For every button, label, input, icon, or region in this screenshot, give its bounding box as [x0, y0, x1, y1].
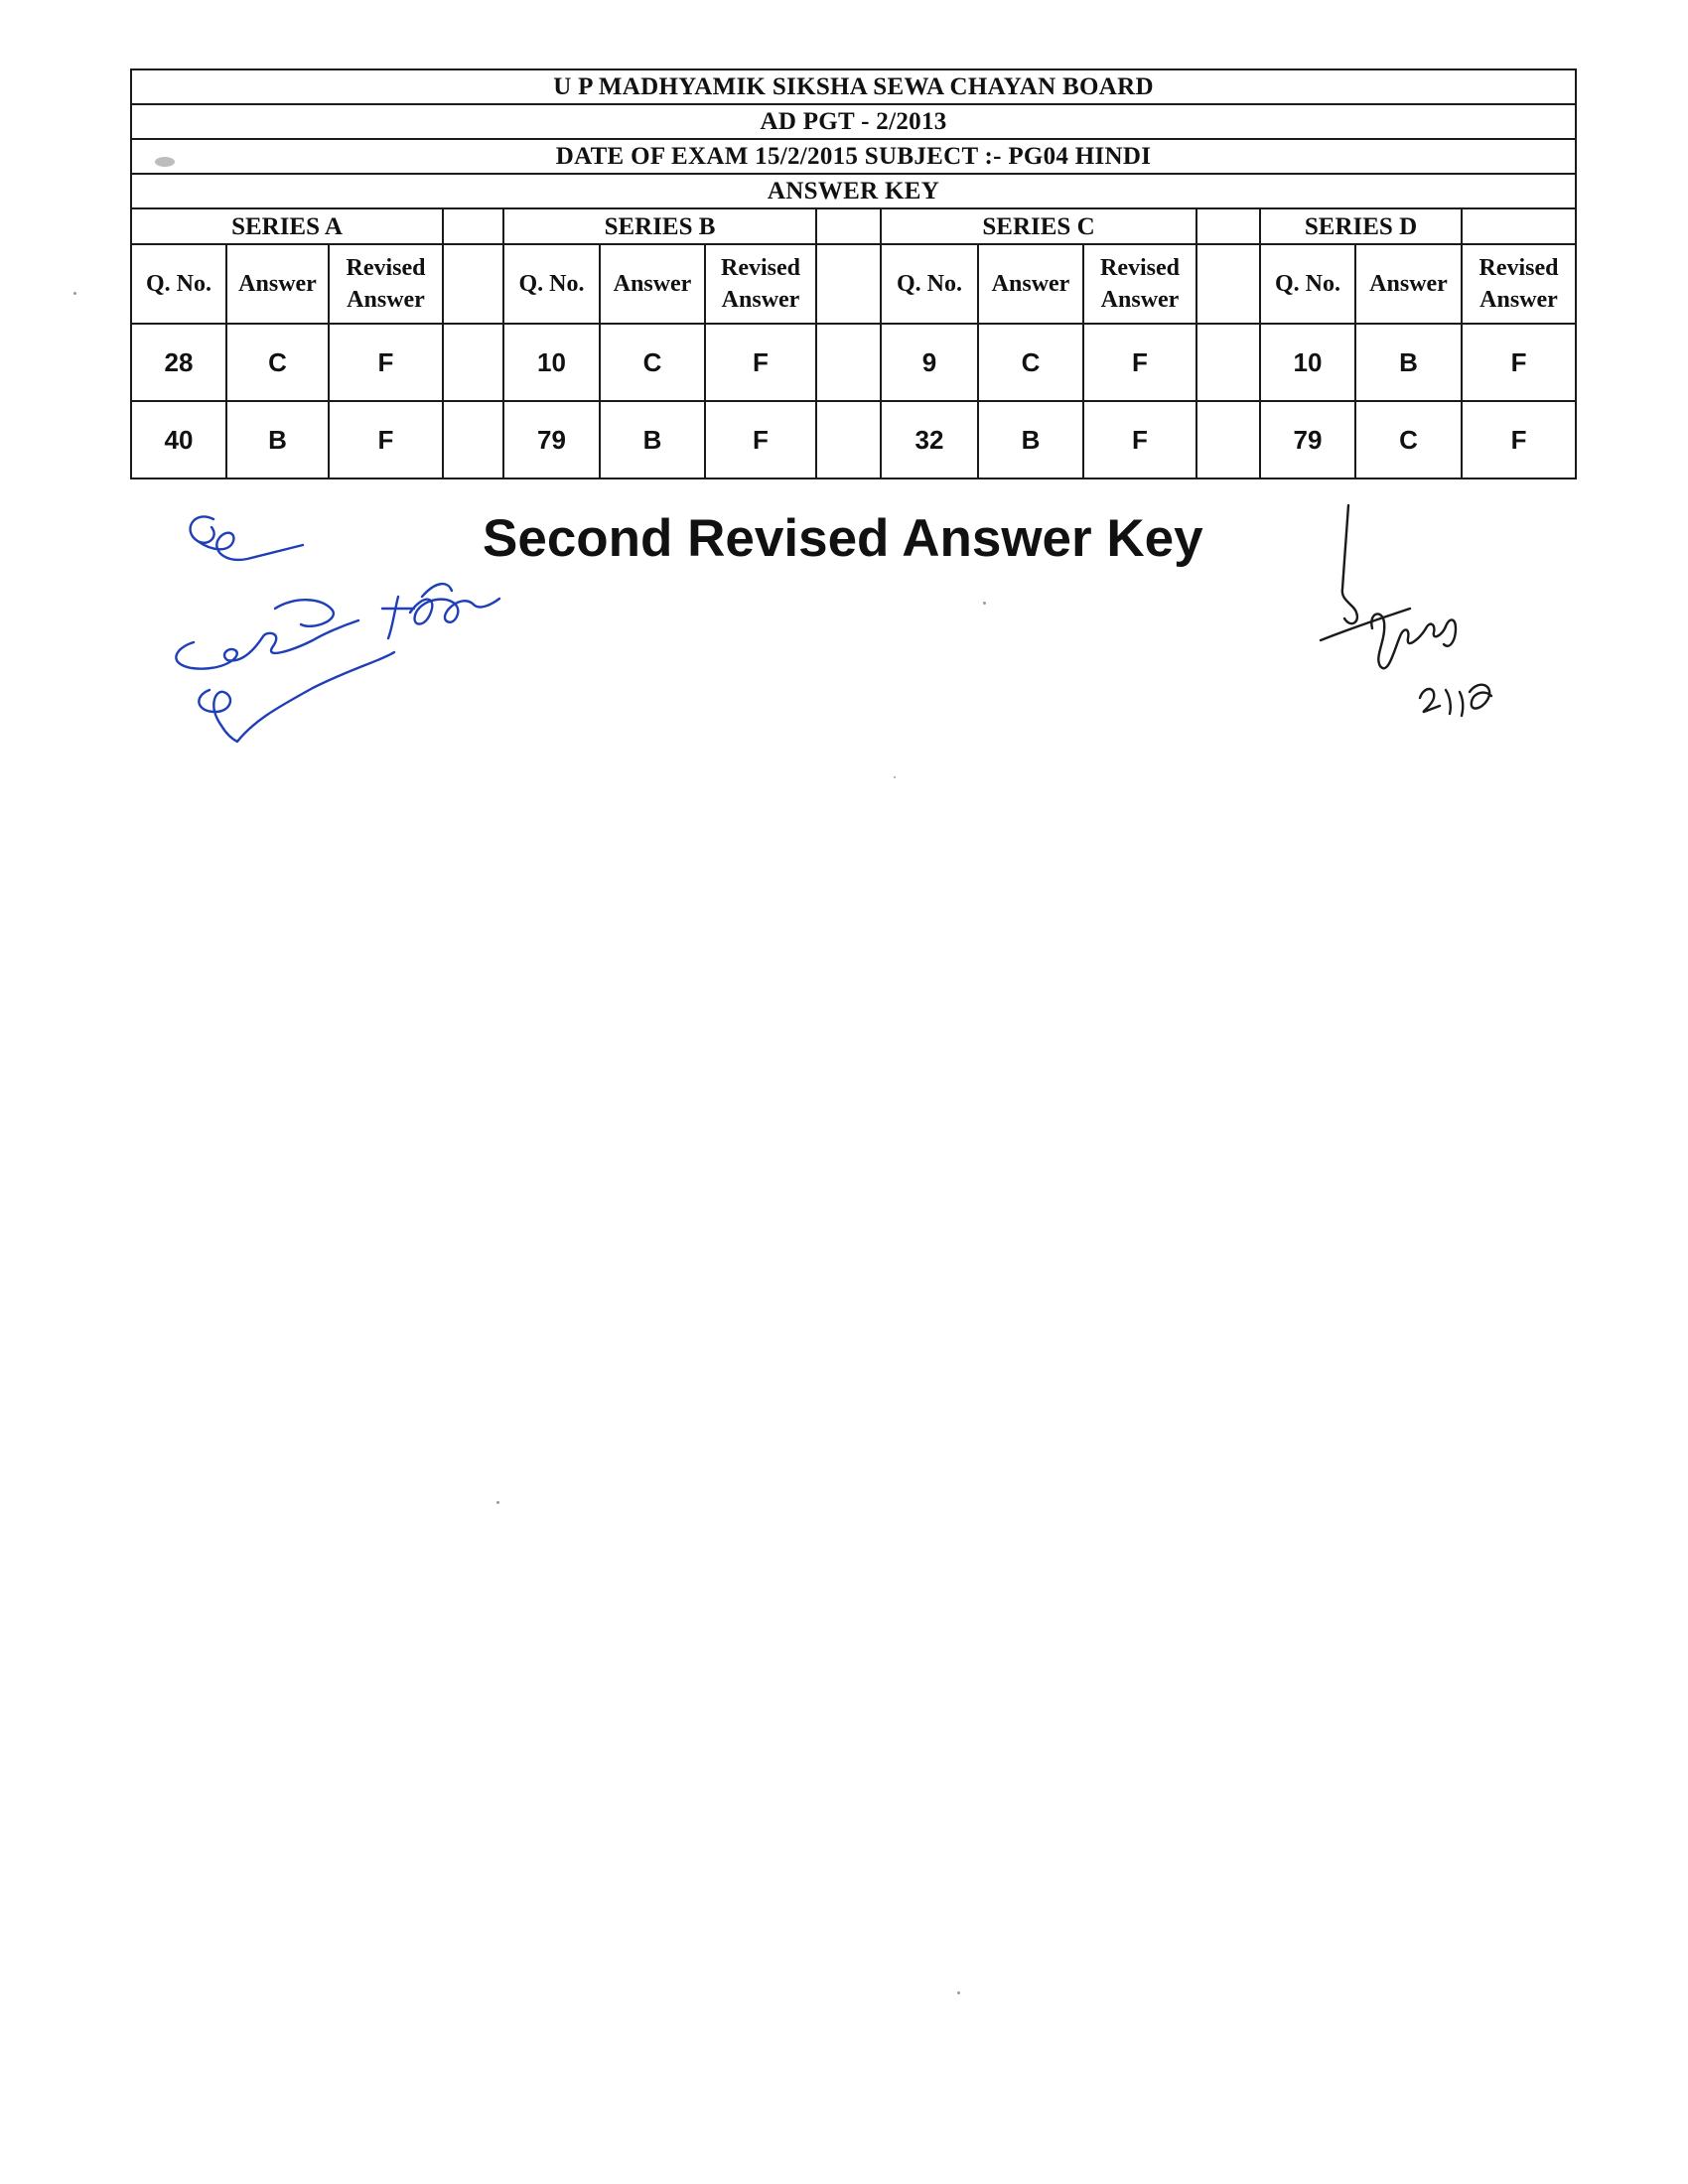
answer-cell: C [1355, 401, 1462, 478]
revised-cell: F [705, 401, 816, 478]
qno-header-b: Q. No. [503, 244, 600, 324]
answer-cell: B [1355, 324, 1462, 401]
signature-stroke [382, 584, 499, 638]
qno-header-a: Q. No. [131, 244, 226, 324]
answer-header-b: Answer [600, 244, 705, 324]
spacer-cell [1462, 208, 1576, 244]
qno-cell: 40 [131, 401, 226, 478]
revised-cell: F [1462, 401, 1576, 478]
revised-header-d: Revised Answer [1462, 244, 1576, 324]
spacer-cell [816, 244, 881, 324]
scan-speck [983, 602, 986, 605]
answer-header-d: Answer [1355, 244, 1462, 324]
signature-stroke [199, 652, 394, 742]
revised-cell: F [1462, 324, 1576, 401]
series-header-row [131, 208, 1576, 244]
spacer-cell [1196, 324, 1260, 401]
revised-cell: F [705, 324, 816, 401]
qno-cell: 79 [503, 401, 600, 478]
spacer-cell [816, 401, 881, 478]
signature-stroke [275, 600, 334, 626]
qno-header-c: Q. No. [881, 244, 978, 324]
scan-speck [73, 292, 76, 295]
exam-details: DATE OF EXAM 15/2/2015 SUBJECT :- PG04 HINDI [131, 139, 1576, 174]
signature-stroke [1420, 685, 1491, 716]
spacer-cell [1196, 244, 1260, 324]
spacer-cell [816, 324, 881, 401]
answer-header-a: Answer [226, 244, 329, 324]
answer-cell: C [978, 324, 1083, 401]
left-signatures [164, 501, 521, 764]
spacer-cell [816, 208, 881, 244]
revised-cell: F [1083, 324, 1196, 401]
revised-cell: F [329, 401, 443, 478]
second-revised-heading: Second Revised Answer Key [483, 509, 1203, 568]
spacer-cell [443, 244, 503, 324]
scan-speck [957, 1991, 960, 1994]
scan-speck [496, 1501, 499, 1504]
revised-header-c: Revised Answer [1083, 244, 1196, 324]
signature-stroke [1342, 505, 1357, 623]
board-title: U P MADHYAMIK SIKSHA SEWA CHAYAN BOARD [131, 69, 1576, 104]
signature-stroke [1321, 609, 1410, 640]
qno-cell: 28 [131, 324, 226, 401]
right-signature [1311, 501, 1509, 730]
answer-cell: C [226, 324, 329, 401]
revised-cell: F [1083, 401, 1196, 478]
answer-header-c: Answer [978, 244, 1083, 324]
spacer-cell [1196, 208, 1260, 244]
qno-cell: 32 [881, 401, 978, 478]
qno-cell: 79 [1260, 401, 1355, 478]
column-header-row [131, 244, 1576, 324]
revised-header-b: Revised Answer [705, 244, 816, 324]
qno-header-d: Q. No. [1260, 244, 1355, 324]
series-c-title: SERIES C [881, 208, 1196, 244]
spacer-cell [1196, 401, 1260, 478]
answer-cell: B [600, 401, 705, 478]
series-b-title: SERIES B [503, 208, 816, 244]
spacer-cell [443, 324, 503, 401]
series-a-title: SERIES A [131, 208, 443, 244]
table-row [131, 401, 1576, 478]
qno-cell: 9 [881, 324, 978, 401]
signature-stroke [176, 620, 358, 669]
answer-key-table [130, 68, 1577, 479]
table-row [131, 324, 1576, 401]
signature-stroke [1371, 614, 1456, 668]
spacer-cell [443, 401, 503, 478]
revised-header-a: Revised Answer [329, 244, 443, 324]
qno-cell: 10 [503, 324, 600, 401]
spacer-cell [443, 208, 503, 244]
answer-cell: B [978, 401, 1083, 478]
answer-cell: C [600, 324, 705, 401]
answer-cell: B [226, 401, 329, 478]
qno-cell: 10 [1260, 324, 1355, 401]
series-d-title: SERIES D [1260, 208, 1462, 244]
exam-code: AD PGT - 2/2013 [131, 104, 1576, 139]
document-type: ANSWER KEY [131, 174, 1576, 208]
scan-speck [155, 157, 175, 167]
revised-cell: F [329, 324, 443, 401]
signature-stroke [191, 516, 303, 559]
scan-speck [894, 776, 896, 778]
